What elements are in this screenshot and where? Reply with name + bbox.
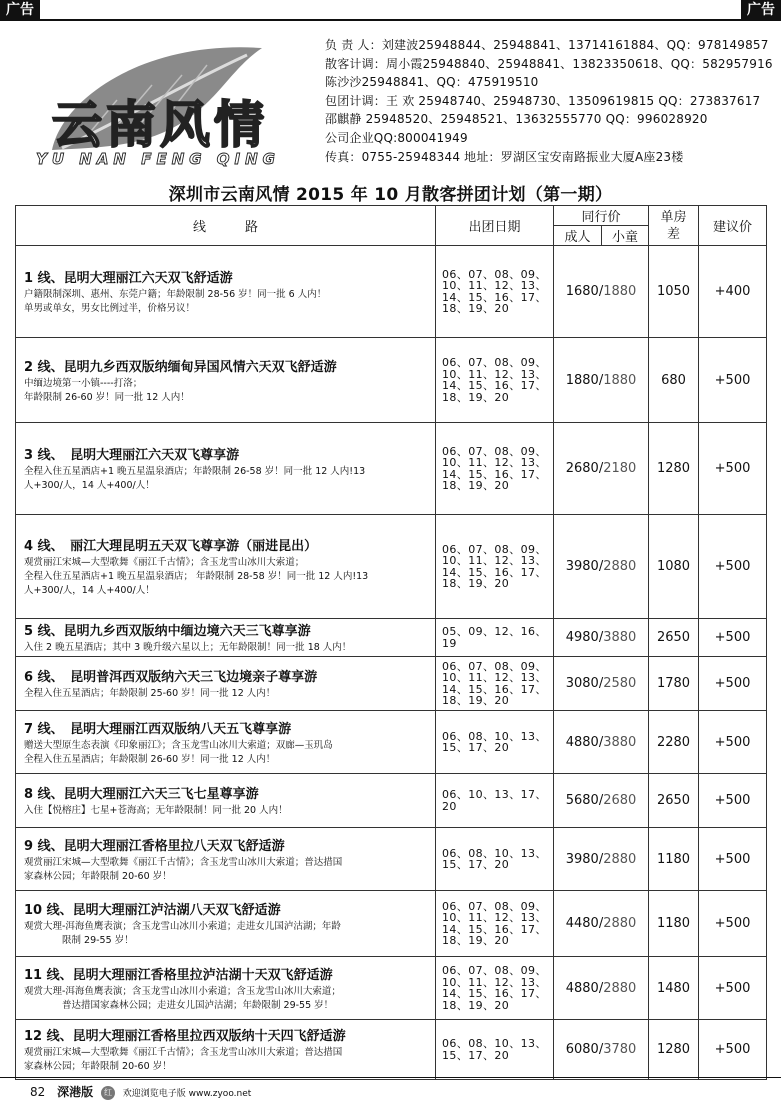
- adult-price: 2680: [565, 461, 599, 476]
- suggested-price: +500: [699, 774, 767, 828]
- header-child: 小童: [602, 226, 649, 246]
- peer-price: 4880/2880: [554, 957, 649, 1020]
- child-price: 3880: [603, 630, 637, 645]
- single-supplement: 1180: [649, 891, 699, 957]
- child-price: 2580: [603, 676, 637, 691]
- route-title: 10 线、昆明大理丽江泸沽湖八天双飞舒适游: [24, 903, 281, 918]
- single-supplement: 1780: [649, 657, 699, 711]
- suggested-price: +500: [699, 619, 767, 657]
- table-row: [16, 774, 767, 828]
- single-supplement: 1480: [649, 957, 699, 1020]
- departure-dates: 06、07、08、09、 10、11、12、13、 14、15、16、17、 18、19、20: [436, 423, 554, 515]
- contact-line: 包团计调：王 欢 25948740、25948730、13509619815 QQ：273837617: [325, 93, 761, 108]
- route-cell: [16, 657, 436, 711]
- table-row: [16, 1020, 767, 1080]
- departure-dates: 06、07、08、09、 10、11、12、13、 14、15、16、17、 18、19、20: [436, 515, 554, 619]
- table-row: [16, 957, 767, 1020]
- single-supplement: 1050: [649, 246, 699, 338]
- peer-price: 2680/2180: [554, 423, 649, 515]
- route-description: 观赏丽江宋城—大型歌舞《丽江千古情》；含玉龙雪山冰川大索道；普达措国 家森林公园；年龄限制 20-60 岁！: [24, 856, 343, 882]
- ad-label-right: 广告: [741, 0, 781, 20]
- contact-line: 传真：0755-25948344 地址：罗湖区宝安南路振业大厦A座23楼: [325, 149, 684, 164]
- suggested-price: +500: [699, 711, 767, 774]
- route-title: 5 线、昆明九乡西双版纳中缅边境六天三飞尊享游: [24, 624, 311, 639]
- contact-line: 公司企业QQ:800041949: [325, 130, 468, 145]
- route-cell: [16, 711, 436, 774]
- departure-dates: 05、09、12、16、 19: [436, 619, 554, 657]
- peer-price: 3980/2880: [554, 515, 649, 619]
- child-price: 2880: [603, 851, 637, 867]
- suggested-price: +500: [699, 423, 767, 515]
- route-description: 全程入住五星酒店+1 晚五星温泉酒店；年龄限制 26-58 岁！同一批 12 人内!13 人+300/人，14 人+400/人！: [24, 466, 366, 491]
- suggested-price: +500: [699, 1020, 767, 1080]
- table-row: [16, 423, 767, 515]
- logo-name-pinyin: YU NAN FENG QING: [36, 150, 280, 168]
- page-number: 82: [30, 1085, 46, 1099]
- edition-label: 深港版: [57, 1085, 94, 1099]
- departure-dates: 06、07、08、09、 10、11、12、13、 14、15、16、17、 18、19、20: [436, 957, 554, 1020]
- adult-price: 3980: [565, 851, 599, 867]
- suggested-price: +500: [699, 828, 767, 891]
- child-price: 1880: [603, 284, 637, 299]
- single-supplement: 2650: [649, 619, 699, 657]
- header-single-supplement: 单房 差: [649, 206, 699, 246]
- peer-price: 4480/2880: [554, 891, 649, 957]
- contact-line: 负 责 人：刘建波25948844、25948841、13714161884、QQ：978149857: [325, 38, 769, 52]
- route-cell: [16, 619, 436, 657]
- route-title: 2 线、昆明九乡西双版纳缅甸异国风情六天双飞舒适游: [24, 359, 337, 375]
- adult-price: 4480: [565, 916, 599, 931]
- route-description: 赠送大型原生态表演《印象丽江》；含玉龙雪山冰川大索道；双廊—玉玑岛 全程入住五星酒店；年龄限制 26-60 岁！同一批 12 人内！: [24, 739, 333, 765]
- ad-label-left: 广告: [0, 0, 40, 20]
- route-cell: [16, 957, 436, 1020]
- contact-line: 邵麒静 25948520、25948521、13632555770 QQ：996028920: [325, 112, 708, 127]
- header-peer-price: 同行价: [554, 206, 649, 226]
- peer-price: 4980/3880: [554, 619, 649, 657]
- company-logo: [22, 30, 312, 172]
- departure-dates: 06、10、13、17、 20: [436, 774, 554, 828]
- route-title: 3 线、 昆明大理丽江六天双飞尊享游: [24, 448, 240, 463]
- edition-badge-icon: 红: [101, 1086, 115, 1100]
- table-row: [16, 338, 767, 423]
- child-price: 2680: [603, 793, 637, 808]
- route-cell: [16, 338, 436, 423]
- page-footer: [30, 1083, 251, 1100]
- route-description: 中缅边境第一小镇----打洛； 年龄限制 26-60 岁！同一批 12 人内！: [24, 377, 190, 403]
- table-row: [16, 891, 767, 957]
- footer-website-text: 欢迎浏览电子版 www.zyoo.net: [122, 1089, 252, 1099]
- table-row: [16, 657, 767, 711]
- route-cell: [16, 1020, 436, 1080]
- departure-dates: 06、08、10、13、 15、17、20: [436, 1020, 554, 1080]
- departure-dates: 06、08、10、13、 15、17、20: [436, 828, 554, 891]
- route-title: 8 线、昆明大理丽江六天三飞七星尊享游: [24, 787, 259, 802]
- departure-dates: 06、07、08、09、 10、11、12、13、 14、15、16、17、 18、19、20: [436, 338, 554, 423]
- contact-info: [325, 36, 780, 166]
- header-route: 线 路: [16, 206, 436, 246]
- route-cell: [16, 423, 436, 515]
- child-price: 2880: [603, 916, 637, 931]
- adult-price: 4880: [565, 980, 599, 996]
- single-supplement: 2650: [649, 774, 699, 828]
- table-row: [16, 515, 767, 619]
- single-supplement: 1080: [649, 515, 699, 619]
- suggested-price: +500: [699, 338, 767, 423]
- bottom-divider: [0, 1077, 781, 1078]
- child-price: 2880: [603, 559, 637, 574]
- peer-price: 1880/1880: [554, 338, 649, 423]
- suggested-price: +500: [699, 891, 767, 957]
- child-price: 3780: [603, 1042, 637, 1057]
- route-title: 1 线、昆明大理丽江六天双飞舒适游: [24, 271, 233, 286]
- single-supplement: 1280: [649, 423, 699, 515]
- suggested-price: +400: [699, 246, 767, 338]
- top-divider: [0, 19, 781, 21]
- header-date: 出团日期: [436, 206, 554, 246]
- peer-price: 1680/1880: [554, 246, 649, 338]
- adult-price: 3980: [565, 559, 599, 574]
- route-description: 观赏大理-洱海鱼鹰表演；含玉龙雪山冰川小索道；含玉龙雪山冰川大索道； 普达措国家森林公园；走进女儿国泸沽湖；年龄限制 29-55 岁！: [24, 985, 341, 1011]
- child-price: 2180: [603, 461, 637, 476]
- route-cell: [16, 774, 436, 828]
- peer-price: 6080/3780: [554, 1020, 649, 1080]
- route-title: 4 线、 丽江大理昆明五天双飞尊享游（丽进昆出）: [24, 539, 318, 554]
- adult-price: 5680: [565, 793, 599, 808]
- contact-line: 陈沙沙25948841、QQ：475919510: [325, 75, 539, 90]
- suggested-price: +500: [699, 957, 767, 1020]
- single-supplement: 2280: [649, 711, 699, 774]
- peer-price: 5680/2680: [554, 774, 649, 828]
- adult-price: 6080: [565, 1042, 599, 1057]
- route-cell: [16, 828, 436, 891]
- route-title: 7 线、 昆明大理丽江西双版纳八天五飞尊享游: [24, 721, 292, 737]
- route-description: 户籍限制深圳、惠州、东莞户籍；年龄限制 28-56 岁！同一批 6 人内！ 单男或单女，男女比例过半，价格另议！: [24, 289, 327, 314]
- contact-line: 散客计调：周小霞25948840、25948841、13823350618、QQ：582957916: [325, 56, 773, 71]
- departure-dates: 06、07、08、09、 10、11、12、13、 14、15、16、17、 18、19、20: [436, 246, 554, 338]
- single-supplement: 1280: [649, 1020, 699, 1080]
- route-description: 观赏大理-洱海鱼鹰表演；含玉龙雪山冰川小索道；走进女儿国泸沽湖；年龄 限制 29-55 岁！: [24, 921, 341, 946]
- page-title: 深圳市云南风情 2015 年 10 月散客拼团计划（第一期）: [168, 185, 613, 205]
- departure-dates: 06、08、10、13、 15、17、20: [436, 711, 554, 774]
- peer-price: 3080/2580: [554, 657, 649, 711]
- child-price: 2880: [603, 980, 637, 996]
- logo-name-cn: 云南风情: [52, 95, 268, 154]
- header-suggested-price: 建议价: [699, 206, 767, 246]
- departure-dates: 06、07、08、09、 10、11、12、13、 14、15、16、17、 18、19、20: [436, 891, 554, 957]
- adult-price: 3080: [565, 676, 599, 691]
- route-title: 12 线、昆明大理丽江香格里拉西双版纳十天四飞舒适游: [24, 1029, 346, 1044]
- route-cell: [16, 246, 436, 338]
- suggested-price: +500: [699, 515, 767, 619]
- adult-price: 4880: [565, 734, 599, 750]
- route-description: 全程入住五星酒店；年龄限制 25-60 岁！同一批 12 人内！: [24, 688, 276, 699]
- route-title: 6 线、 昆明普洱西双版纳六天三飞边境亲子尊享游: [24, 670, 318, 685]
- single-supplement: 1180: [649, 828, 699, 891]
- peer-price: 4880/3880: [554, 711, 649, 774]
- route-description: 观赏丽江宋城—大型歌舞《丽江千古情》；含玉龙雪山冰川大索道； 全程入住五星酒店+1 晚五星温泉酒店； 年龄限制 28-58 岁！同一批 12 人内!13 人+300/人，14 人+400/人！: [24, 557, 369, 596]
- departure-dates: 06、07、08、09、 10、11、12、13、 14、15、16、17、 18、19、20: [436, 657, 554, 711]
- tour-plan-table: [15, 205, 767, 1080]
- child-price: 1880: [603, 372, 637, 388]
- adult-price: 1880: [565, 372, 599, 388]
- single-supplement: 680: [649, 338, 699, 423]
- adult-price: 1680: [565, 284, 599, 299]
- route-cell: [16, 891, 436, 957]
- child-price: 3880: [603, 734, 637, 750]
- route-title: 11 线、昆明大理丽江香格里拉泸沽湖十天双飞舒适游: [24, 967, 333, 983]
- table-row: [16, 619, 767, 657]
- route-description: 观赏丽江宋城—大型歌舞《丽江千古情》；含玉龙雪山冰川大索道；普达措国 家森林公园；年龄限制 20-60 岁！: [24, 1047, 343, 1072]
- table-row: [16, 711, 767, 774]
- route-cell: [16, 515, 436, 619]
- route-description: 入住 2 晚五星酒店；其中 3 晚升级六星以上；无年龄限制！同一批 18 人内！: [24, 642, 352, 653]
- suggested-price: +500: [699, 657, 767, 711]
- route-description: 入住【悦榕庄】七星+苍海高；无年龄限制！同一批 20 人内！: [24, 805, 288, 816]
- header-adult: 成人: [554, 226, 602, 246]
- table-row: [16, 828, 767, 891]
- table-row: [16, 246, 767, 338]
- route-title: 9 线、昆明大理丽江香格里拉八天双飞舒适游: [24, 838, 285, 854]
- adult-price: 4980: [565, 630, 599, 645]
- peer-price: 3980/2880: [554, 828, 649, 891]
